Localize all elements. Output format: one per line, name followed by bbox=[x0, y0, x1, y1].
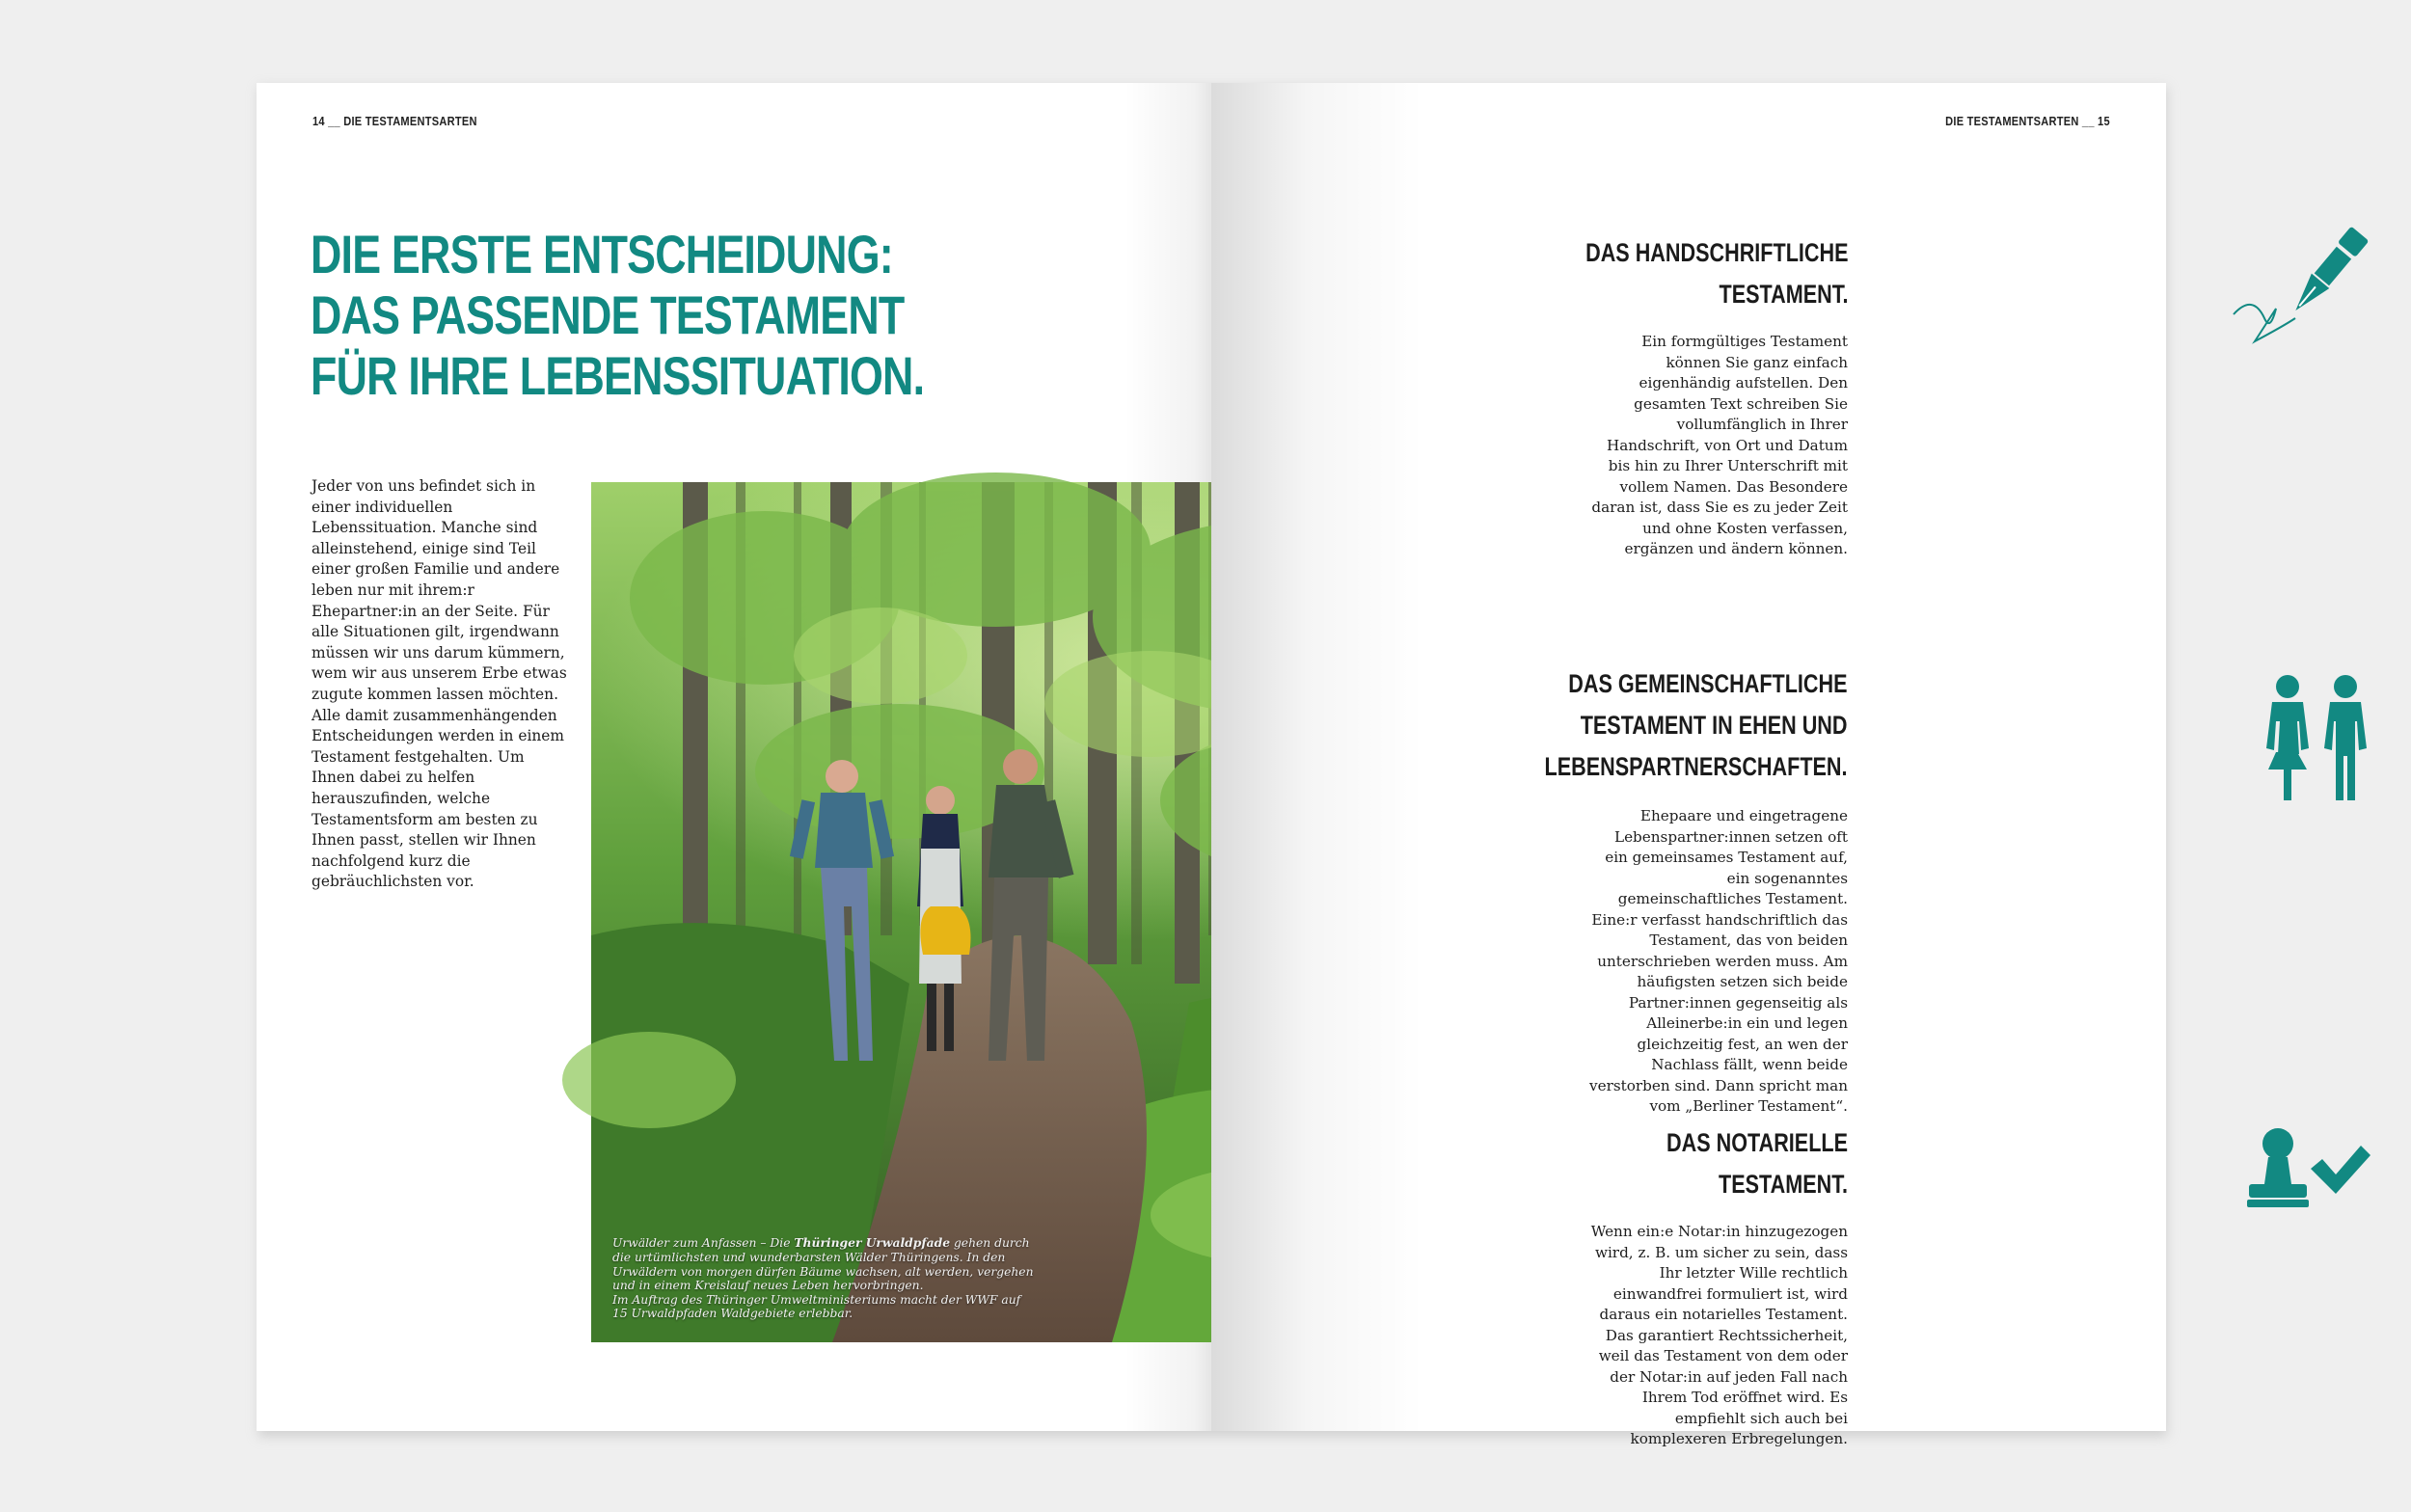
photo-caption bbox=[612, 1236, 1037, 1321]
headline-line: DAS PASSENDE TESTAMENT bbox=[311, 284, 905, 345]
left-page bbox=[257, 83, 1211, 1431]
hikers bbox=[790, 749, 1074, 1061]
section-title-line: DAS NOTARIELLE bbox=[1666, 1128, 1848, 1157]
couple-icon bbox=[2262, 673, 2373, 803]
intro-paragraph: Jeder von uns befindet sich in einer individuellen Lebenssituation. Manche sind alleinstehend, einige sind Teil einer großen Familie und andere leben nur mit ihrem:r Ehepartner:in an der Seite. Für alle Situationen gilt, irgendwann müssen wir uns darum kümmern, wem wir aus unserem Erbe etwas zugute kommen lassen möchten. Alle damit zusammenhängenden Entscheidungen werden in einem Testament festgehalten. Um Ihnen dabei zu helfen herauszufinden, welche Testamentsform am besten zu Ihnen passt, stellen wir Ihnen nachfolgend kurz die gebräuchlichsten vor. bbox=[312, 477, 567, 891]
section-title-line: TESTAMENT. bbox=[1719, 280, 1848, 309]
section-text-notarial: Wenn ein:e Notar:in hinzugezogen wird, z. B. um sicher zu sein, dass Ihr letzter Wille rechtlich einwandfrei formuliert ist, wird daraus ein notarielles Testament. Das garantiert Rechtssicherheit, weil das Testament von dem oder der Notar:in auf jeden Fall nach Ihrem Tod eröffnet wird. Es empfiehlt sich auch bei komplexeren Erbregelungen. bbox=[1590, 1223, 1848, 1447]
section-title-line: TESTAMENT. bbox=[1719, 1170, 1848, 1199]
caption-highlight: Thüringer Urwaldpfade bbox=[794, 1235, 951, 1251]
page-headline bbox=[311, 224, 924, 406]
section-title-line: LEBENSPARTNERSCHAFTEN. bbox=[1544, 752, 1848, 781]
section-title-handwritten bbox=[1585, 232, 1848, 315]
gutter-shade bbox=[1211, 83, 1423, 1431]
caption-lead: Urwälder zum Anfassen – Die bbox=[612, 1236, 791, 1251]
headline-line: DIE ERSTE ENTSCHEIDUNG: bbox=[311, 224, 893, 284]
section-text-joint: Ehepaare und eingetragene Lebenspartner:innen setzen oft ein gemeinsames Testament auf, ein sogenanntes gemeinschaftliches Testament. Eine:r verfasst handschriftlich das Testament, das von beiden unterschrieben werden muss. Am häufigsten setzen sich beide Partner:innen gegenseitig als Alleinerbe:in ein und legen gleichzeitig fest, an wen der Nachlass fällt, wenn beide verstorben sind. Dann spricht man vom „Berliner Testament“. bbox=[1589, 807, 1848, 1115]
headline-line: FÜR IHRE LEBENSSITUATION. bbox=[311, 345, 925, 406]
magazine-spread bbox=[257, 83, 2166, 1447]
section-title-line: DAS HANDSCHRIFTLICHE bbox=[1585, 238, 1848, 267]
caption-rest: gehen durch die urtümlichsten und wunderbarsten Wälder Thüringens. In den Urwäldern von morgen dürfen Bäume wachsen, alt werden, vergehen und in einem Kreislauf neues Leben hervorbringen. bbox=[612, 1236, 1034, 1293]
caption-second: Im Auftrag des Thüringer Umweltministeriums macht der WWF auf 15 Urwaldpfaden Waldgebiete erlebbar. bbox=[612, 1292, 1021, 1321]
stamp-check-icon bbox=[2245, 1126, 2370, 1223]
section-title-line: TESTAMENT IN EHEN UND bbox=[1581, 711, 1848, 740]
right-page bbox=[1211, 83, 2166, 1447]
running-head-right: DIE TESTAMENTSARTEN __ 15 bbox=[1945, 114, 2110, 128]
section-title-joint bbox=[1545, 663, 1848, 788]
section-text-handwritten: Ein formgültiges Testament können Sie ganz einfach eigenhändig aufstellen. Den gesamten Text schreiben Sie vollumfänglich in Ihrer Handschrift, von Ort und Datum bis hin zu Ihrer Unterschrift mit vollem Namen. Das Besondere daran ist, dass Sie es zu jeder Zeit und ohne Kosten verfassen, ergänzen und ändern können. bbox=[1591, 333, 1848, 557]
fountain-pen-icon bbox=[2226, 226, 2370, 361]
section-title-line: DAS GEMEINSCHAFTLICHE bbox=[1568, 669, 1848, 698]
running-head-left: 14 __ DIE TESTAMENTSARTEN bbox=[312, 114, 477, 128]
section-title-notarial bbox=[1666, 1122, 1848, 1205]
